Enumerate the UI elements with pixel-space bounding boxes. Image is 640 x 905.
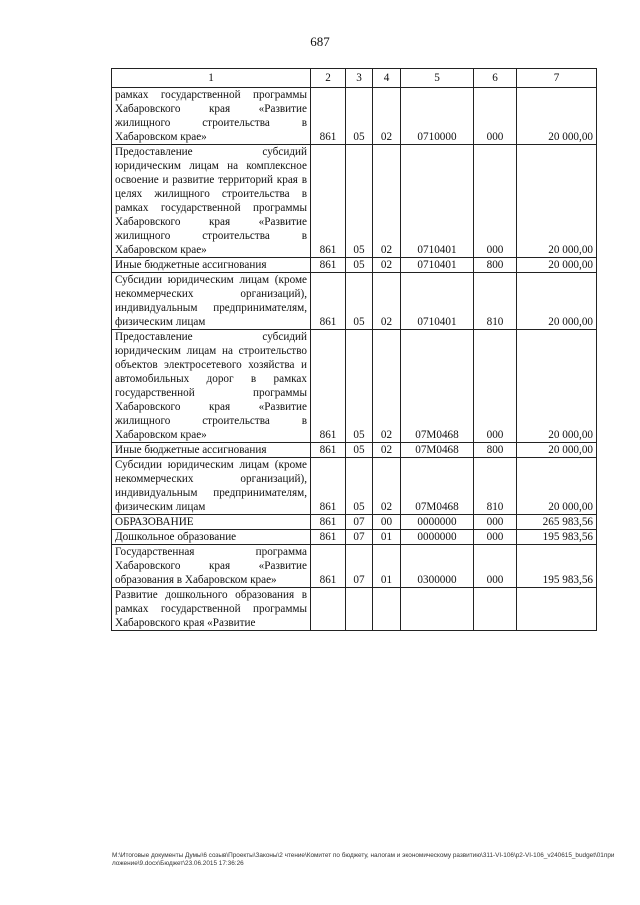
- header-cell: 7: [517, 69, 597, 88]
- cell-expense-type: 800: [474, 258, 517, 273]
- cell-subsection: 01: [373, 530, 401, 545]
- cell-expense-type: 000: [474, 515, 517, 530]
- cell-amount: 20 000,00: [517, 258, 597, 273]
- cell-code: 861: [311, 88, 346, 145]
- cell-code: 861: [311, 258, 346, 273]
- cell-expense-type: 000: [474, 530, 517, 545]
- cell-section: 07: [346, 515, 373, 530]
- cell-expense-type: 000: [474, 330, 517, 443]
- cell-code: 861: [311, 515, 346, 530]
- table-row: [112, 530, 597, 545]
- header-cell: 2: [311, 69, 346, 88]
- table-header-row: [112, 69, 597, 88]
- cell-amount: 195 983,56: [517, 530, 597, 545]
- cell-target: 07М0468: [401, 330, 474, 443]
- cell-amount: 265 983,56: [517, 515, 597, 530]
- cell-code: 861: [311, 145, 346, 258]
- table-row: [112, 145, 597, 258]
- cell-amount: [517, 588, 597, 631]
- cell-section: 07: [346, 530, 373, 545]
- cell-code: [311, 588, 346, 631]
- cell-amount: 20 000,00: [517, 458, 597, 515]
- cell-expense-type: 000: [474, 145, 517, 258]
- cell-code: 861: [311, 530, 346, 545]
- cell-subsection: [373, 588, 401, 631]
- cell-subsection: 01: [373, 545, 401, 588]
- row-name: Иные бюджетные ассигнования: [112, 443, 311, 458]
- row-name: Субсидии юридическим лицам (кроме некоммерческих организаций), индивидуальным предпринимателям, физическим лицам: [112, 458, 311, 515]
- cell-subsection: 02: [373, 458, 401, 515]
- table-row: [112, 458, 597, 515]
- cell-target: 0300000: [401, 545, 474, 588]
- table-row: [112, 545, 597, 588]
- row-name: Предоставление субсидий юридическим лицам на строительство объектов электросетевого хозяйства и автомобильных дорог в рамках государственной программы Хабаровского края «Развитие жилищного строительства в Хабаровском крае»: [112, 330, 311, 443]
- cell-target: 07М0468: [401, 443, 474, 458]
- cell-target: 0710401: [401, 258, 474, 273]
- cell-subsection: 00: [373, 515, 401, 530]
- cell-section: [346, 588, 373, 631]
- cell-expense-type: 000: [474, 88, 517, 145]
- header-cell: 1: [112, 69, 311, 88]
- table-row: [112, 88, 597, 145]
- row-name: Субсидии юридическим лицам (кроме некоммерческих организаций), индивидуальным предпринимателям, физическим лицам: [112, 273, 311, 330]
- table-row: [112, 515, 597, 530]
- cell-code: 861: [311, 458, 346, 515]
- table-row: [112, 330, 597, 443]
- cell-section: 05: [346, 273, 373, 330]
- cell-section: 05: [346, 330, 373, 443]
- cell-amount: 20 000,00: [517, 443, 597, 458]
- cell-amount: 195 983,56: [517, 545, 597, 588]
- page-number: 687: [310, 34, 330, 49]
- cell-subsection: 02: [373, 145, 401, 258]
- cell-code: 861: [311, 545, 346, 588]
- cell-target: 0000000: [401, 530, 474, 545]
- cell-code: 861: [311, 330, 346, 443]
- cell-target: [401, 588, 474, 631]
- table-row: [112, 588, 597, 631]
- cell-section: 05: [346, 443, 373, 458]
- cell-subsection: 02: [373, 273, 401, 330]
- table-row: [112, 443, 597, 458]
- cell-amount: 20 000,00: [517, 88, 597, 145]
- cell-code: 861: [311, 443, 346, 458]
- cell-amount: 20 000,00: [517, 330, 597, 443]
- cell-code: 861: [311, 273, 346, 330]
- row-name: Иные бюджетные ассигнования: [112, 258, 311, 273]
- cell-subsection: 02: [373, 258, 401, 273]
- cell-subsection: 02: [373, 88, 401, 145]
- cell-target: 07М0468: [401, 458, 474, 515]
- row-name: ОБРАЗОВАНИЕ: [112, 515, 311, 530]
- header-cell: 5: [401, 69, 474, 88]
- table-row: [112, 273, 597, 330]
- row-name: рамках государственной программы Хабаровского края «Развитие жилищного строительства в Хабаровском крае»: [112, 88, 311, 145]
- header-cell: 6: [474, 69, 517, 88]
- cell-amount: 20 000,00: [517, 145, 597, 258]
- cell-target: 0000000: [401, 515, 474, 530]
- cell-target: 0710401: [401, 145, 474, 258]
- cell-target: 0710401: [401, 273, 474, 330]
- cell-amount: 20 000,00: [517, 273, 597, 330]
- row-name: Предоставление субсидий юридическим лицам на комплексное освоение и развитие территорий края в целях жилищного строительства в рамках государственной программы Хабаровского края «Развитие жилищного строительства в Хабаровском крае»: [112, 145, 311, 258]
- header-cell: 3: [346, 69, 373, 88]
- cell-expense-type: 810: [474, 458, 517, 515]
- row-name: Государственная программа Хабаровского края «Развитие образования в Хабаровском крае»: [112, 545, 311, 588]
- cell-section: 05: [346, 458, 373, 515]
- cell-section: 05: [346, 88, 373, 145]
- cell-expense-type: [474, 588, 517, 631]
- cell-expense-type: 000: [474, 545, 517, 588]
- budget-table: [111, 68, 597, 631]
- cell-section: 05: [346, 145, 373, 258]
- cell-section: 07: [346, 545, 373, 588]
- footer-file-path: М:\Итоговые документы Думы\6 созыв\Проекты\Законы\2 чтение\Комитет по бюджету, налогам и экономическому развитию\311-VI-106\р2-VI-106_v240615_budget\01приложение\9.docx\Бюджет\23.06.2015 17:36:26: [112, 852, 615, 867]
- row-name: Развитие дошкольного образования в рамках государственной программы Хабаровского края «Развитие: [112, 588, 311, 631]
- cell-section: 05: [346, 258, 373, 273]
- header-cell: 4: [373, 69, 401, 88]
- row-name: Дошкольное образование: [112, 530, 311, 545]
- cell-expense-type: 800: [474, 443, 517, 458]
- cell-subsection: 02: [373, 330, 401, 443]
- cell-target: 0710000: [401, 88, 474, 145]
- table-row: [112, 258, 597, 273]
- cell-subsection: 02: [373, 443, 401, 458]
- cell-expense-type: 810: [474, 273, 517, 330]
